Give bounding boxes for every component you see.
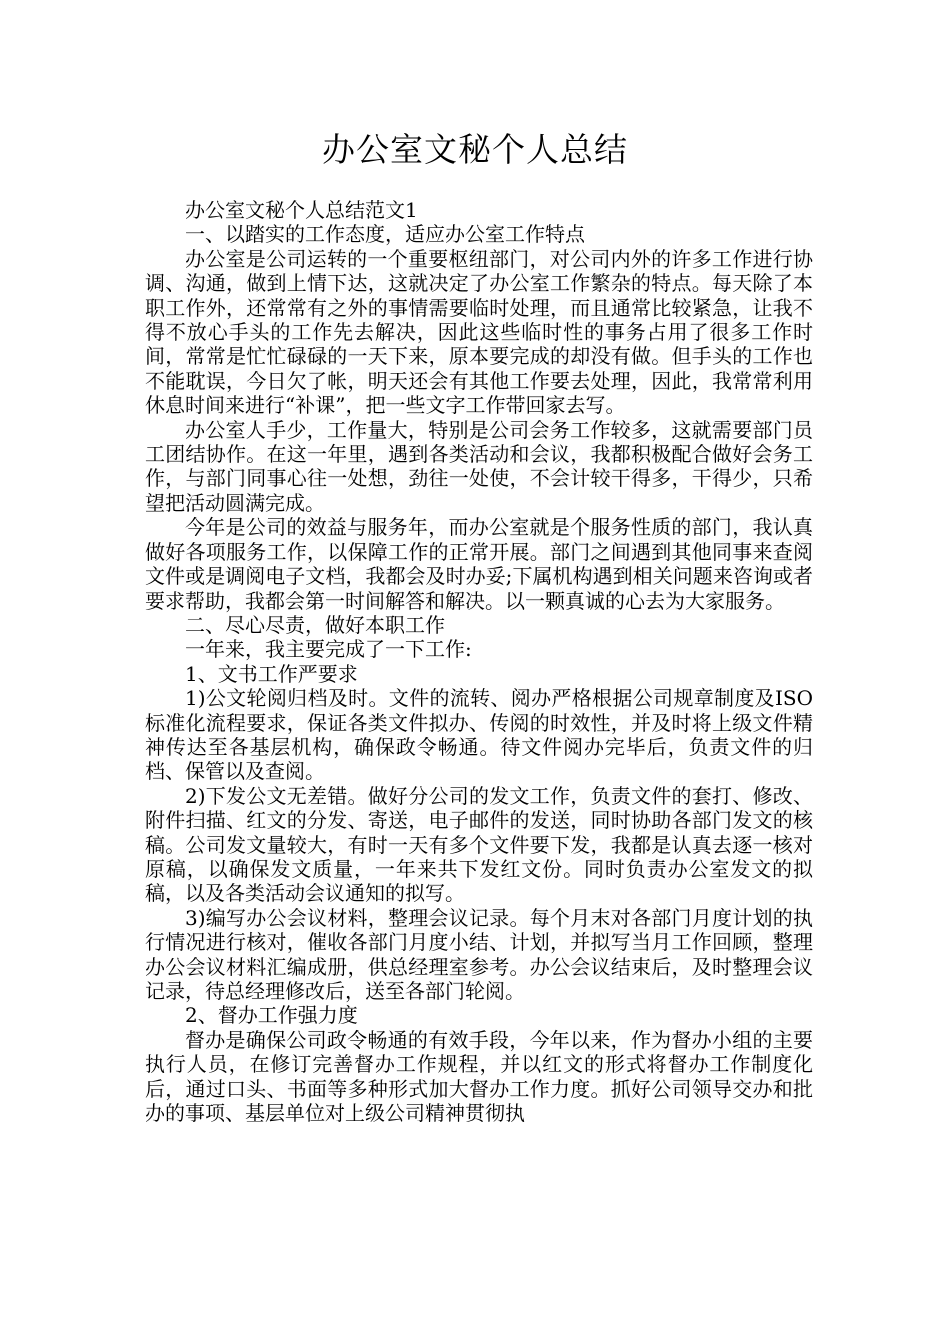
document-body xyxy=(145,198,813,1125)
paragraph: 1)公文轮阅归档及时。文件的流转、阅办严格根据公司规章制度及ISO标准化流程要求，保证各类文件拟办、传阅的时效性，并及时将上级文件精神传达至各基层机构，确保政令畅通。待文件阅办完毕后，负责文件的归档、保管以及查阅。 xyxy=(145,686,813,784)
paragraph-heading-sample: 办公室文秘个人总结范文1 xyxy=(185,198,418,222)
paragraph: 督办是确保公司政令畅通的有效手段，今年以来，作为督办小组的主要执行人员，在修订完善督办工作规程，并以红文的形式将督办工作制度化后，通过口头、书面等多种形式加大督办工作力度。抓好公司领导交办和批办的事项、基层单位对上级公司精神贯彻执 xyxy=(145,1027,813,1126)
document-title: 办公室文秘个人总结 xyxy=(322,130,628,169)
section-heading-2: 二、尽心尽责，做好本职工作 xyxy=(185,612,445,637)
paragraph: 今年是公司的效益与服务年，而办公室就是个服务性质的部门，我认真做好各项服务工作，以保障工作的正常开展。部门之间遇到其他同事来查阅文件或是调阅电子文档，我都会及时办妥;下属机构遇到相关问题来咨询或者要求帮助，我都会第一时间解答和解决。以一颗真诚的心去为大家服务。 xyxy=(145,515,813,613)
subsection-heading-2: 2、督办工作强力度 xyxy=(185,1003,358,1028)
paragraph: 办公室人手少，工作量大，特别是公司会务工作较多，这就需要部门员工团结协作。在这一年里，遇到各类活动和会议，我都积极配合做好会务工作，与部门同事心往一处想，劲往一处使，不会计较干得多，干得少，只希望把活动圆满完成。 xyxy=(145,417,813,515)
paragraph: 办公室是公司运转的一个重要枢纽部门，对公司内外的许多工作进行协调、沟通，做到上情下达，这就决定了办公室工作繁杂的特点。每天除了本职工作外，还常常有之外的事情需要临时处理，而且通常比较紧急，让我不得不放心手头的工作先去解决，因此这些临时性的事务占用了很多工作时间，常常是忙忙碌碌的一天下来，原本要完成的却没有做。但手头的工作也不能耽误，今日欠了帐，明天还会有其他工作要去处理，因此，我常常利用休息时间来进行“补课”，把一些文字工作带回家去写。 xyxy=(145,246,813,418)
paragraph: 一年来，我主要完成了一下工作: xyxy=(185,637,472,662)
paragraph: 3)编写办公会议材料，整理会议记录。每个月末对各部门月度计划的执行情况进行核对，催收各部门月度小结、计划，并拟写当月工作回顾，整理办公会议材料汇编成册，供总经理室参考。办公会议结束后，及时整理会议记录，待总经理修改后，送至各部门轮阅。 xyxy=(145,905,813,1003)
section-heading-1: 一、以踏实的工作态度，适应办公室工作特点 xyxy=(185,222,585,247)
subsection-heading-1: 1、文书工作严要求 xyxy=(185,661,358,686)
paragraph: 2)下发公文无差错。做好分公司的发文工作，负责文件的套打、修改、附件扫描、红文的分发、寄送，电子邮件的发送，同时协助各部门发文的核稿。公司发文量较大，有时一天有多个文件要下发，我都是认真去逐一核对原稿，以确保发文质量，一年来共下发红文份。同时负责办公室发文的拟稿，以及各类活动会议通知的拟写。 xyxy=(145,783,813,906)
